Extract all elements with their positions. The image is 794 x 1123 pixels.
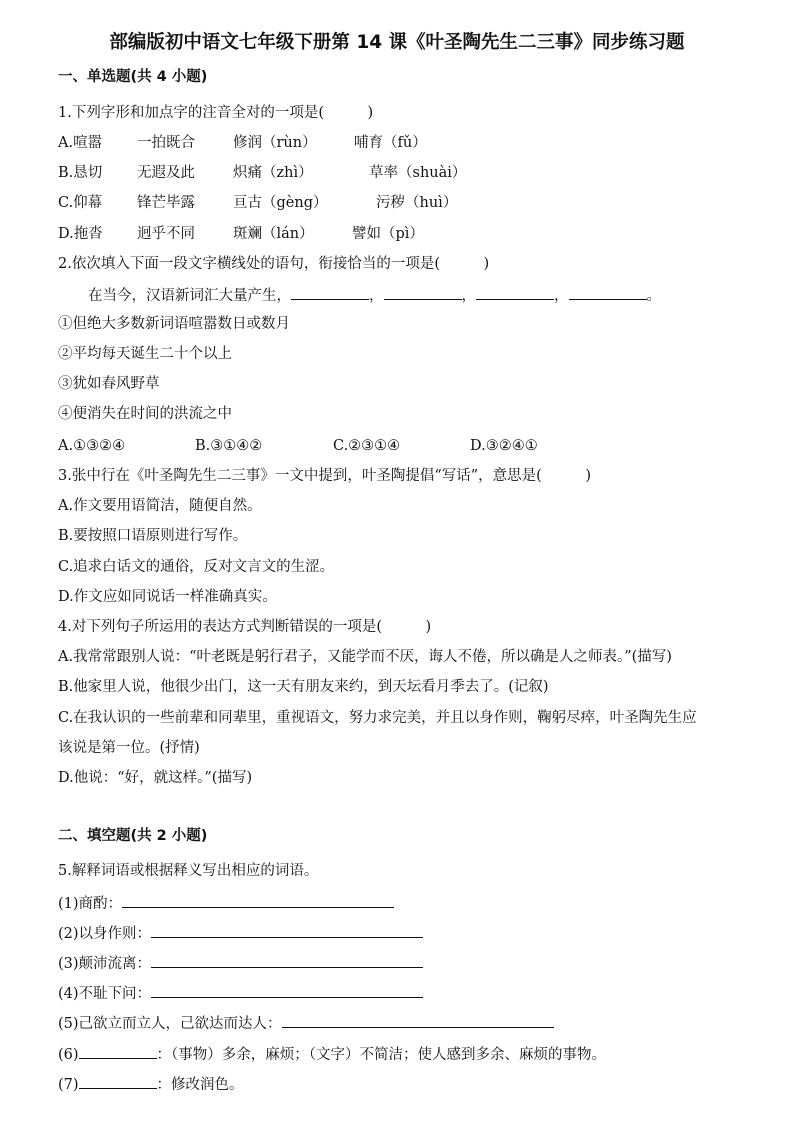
question-5-item-4: [58, 982, 423, 1004]
answer-blank[interactable]: [79, 1073, 157, 1089]
answer-blank[interactable]: [384, 284, 462, 300]
answer-blank[interactable]: [79, 1043, 157, 1059]
option-c: C.②③①④: [333, 438, 401, 454]
passage-text: 在当今，汉语新词汇大量产生，: [88, 288, 291, 304]
section-heading-single-choice: 一、单选题(共 4 小题): [58, 69, 208, 85]
question-1-option-d: [58, 224, 778, 244]
option-cell: 草率（shuài）: [369, 165, 467, 181]
question-1-option-b: [58, 163, 778, 183]
option-cell: C.仰幕: [58, 195, 103, 211]
item-label: (5)己欲立而立人，己欲达而达人：: [58, 1016, 282, 1032]
option-cell: B.恳切: [58, 165, 103, 181]
option-cell: 一拍既合: [137, 135, 195, 151]
question-2-item: ③犹如春风野草: [58, 376, 160, 392]
question-2-item: ①但绝大多数新词语喧嚣数日或数月: [58, 316, 290, 332]
answer-blank[interactable]: [151, 922, 423, 938]
answer-blank[interactable]: [282, 1012, 554, 1028]
option-cell: 无遐及此: [137, 165, 195, 181]
option-cell: 锋芒毕露: [137, 195, 195, 211]
option-cell: A.喧嚣: [58, 135, 103, 151]
question-5-stem: 5.解释词语或根据释义写出相应的词语。: [58, 863, 319, 879]
item-label: (6): [58, 1047, 79, 1063]
option-cell: 修润（rùn）: [233, 135, 317, 151]
section-heading-fill-in: 二、填空题(共 2 小题): [58, 828, 208, 844]
item-label: (1)商酌：: [58, 896, 123, 912]
question-4-option-a: A.我常常跟别人说：“叶老既是躬行君子，又能学而不厌，诲人不倦，所以确是人之师表。”(描写): [58, 649, 672, 665]
question-5-item-6: [58, 1043, 606, 1065]
answer-blank[interactable]: [569, 284, 647, 300]
question-2-options: [58, 436, 778, 456]
question-1-option-c: [58, 193, 778, 213]
item-definition: ：（事物）多余，麻烦；（文字）不简洁；使人感到多余、麻烦的事物。: [156, 1047, 607, 1063]
question-4-stem: 4.对下列句子所运用的表达方式判断错误的一项是( ): [58, 619, 432, 635]
option-cell: D.拖沓: [58, 226, 103, 242]
option-cell: 亘古（gèng）: [233, 195, 328, 211]
question-3-option-c: C.追求白话文的通俗，反对文言文的生涩。: [58, 559, 335, 575]
option-b: B.③①④②: [195, 438, 263, 454]
item-definition: ：修改润色。: [156, 1077, 244, 1093]
item-label: (3)颠沛流离：: [58, 956, 152, 972]
answer-blank[interactable]: [151, 952, 423, 968]
question-1-option-a: [58, 133, 778, 153]
answer-blank[interactable]: [291, 284, 369, 300]
question-2-item: ④便消失在时间的洪流之中: [58, 406, 232, 422]
question-5-item-2: [58, 922, 423, 944]
question-5-item-3: [58, 952, 423, 974]
question-5-item-7: [58, 1073, 244, 1095]
question-4-option-c: C.在我认识的一些前辈和同辈里，重视语文，努力求完美，并且以身作则，鞠躬尽瘁，叶圣陶先生应: [58, 710, 697, 726]
question-4-option-c-cont: 该说是第一位。(抒情): [58, 740, 200, 756]
item-label: (7): [58, 1077, 79, 1093]
question-2-stem: 2.依次填入下面一段文字横线处的语句，衔接恰当的一项是( ): [58, 256, 490, 272]
option-cell: 迥乎不同: [137, 226, 195, 242]
question-5-item-1: [58, 892, 394, 914]
answer-blank[interactable]: [476, 284, 554, 300]
question-4-option-b: B.他家里人说，他很少出门，这一天有朋友来约，到天坛看月季去了。(记叙): [58, 679, 549, 695]
question-3-option-d: D.作文应如同说话一样准确真实。: [58, 589, 277, 605]
item-label: (2)以身作则：: [58, 926, 152, 942]
answer-blank[interactable]: [151, 982, 423, 998]
option-cell: 哺育（fǔ）: [354, 135, 427, 151]
question-1-stem: 1.下列字形和加点字的注音全对的一项是( ): [58, 105, 374, 121]
option-cell: 炽痛（zhì）: [233, 165, 313, 181]
option-d: D.③②④①: [470, 438, 538, 454]
question-5-item-5: [58, 1012, 554, 1034]
passage-comma: ，: [554, 288, 569, 304]
option-cell: 譬如（pì）: [352, 226, 424, 242]
item-label: (4)不耻下问：: [58, 986, 152, 1002]
question-3-stem: 3.张中行在《叶圣陶先生二三事》一文中提到，叶圣陶提倡“写话”，意思是( ): [58, 468, 591, 484]
option-cell: 斑斓（lán）: [233, 226, 314, 242]
option-cell: 污秽（huì）: [376, 195, 458, 211]
passage-comma: ，: [369, 288, 384, 304]
question-2-passage: [88, 284, 661, 306]
question-4-option-d: D.他说：“好，就这样。”(描写): [58, 770, 253, 786]
answer-blank[interactable]: [122, 892, 394, 908]
question-3-option-b: B.要按照口语原则进行写作。: [58, 528, 248, 544]
question-2-item: ②平均每天诞生二十个以上: [58, 346, 232, 362]
passage-period: 。: [646, 288, 661, 304]
question-3-option-a: A.作文要用语简洁，随便自然。: [58, 498, 262, 514]
option-a: A.①③②④: [58, 438, 126, 454]
passage-comma: ，: [461, 288, 476, 304]
page-title: 部编版初中语文七年级下册第 14 课《叶圣陶先生二三事》同步练习题: [109, 32, 685, 53]
